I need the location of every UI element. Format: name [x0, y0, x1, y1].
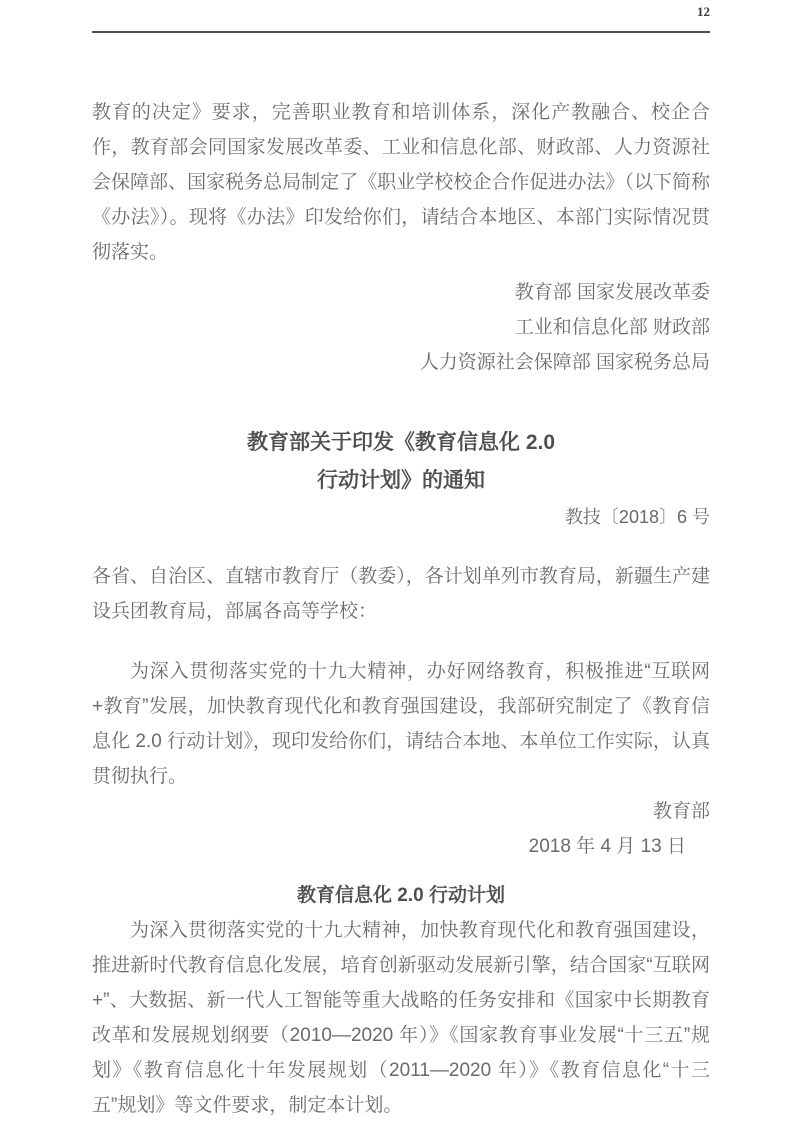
signature-date: 2018 年 4 月 13 日 [528, 836, 686, 857]
header-rule [92, 31, 710, 33]
signer: 教育部 [652, 801, 710, 822]
notice-title-line2: 行动计划》的通知 [317, 469, 485, 492]
document-number: 教技〔2018〕6 号 [564, 507, 710, 527]
previous-doc-closing-paragraph: 教育的决定》要求，完善职业教育和培训体系，深化产教融合、校企合作，教育部会同国家发展改革委、工业和信息化部、财政部、人力资源社会保障部、国家税务总局制定了《职业学校校企合作促进办法》（以下简称《办法》）。现将《办法》印发给你们，请结合本地区、本部门实际情况贯彻落实。 [92, 102, 710, 263]
attachment-intro-paragraph: 为深入贯彻落实党的十九大精神，加快教育现代化和教育强国建设，推进新时代教育信息化发展，培育创新驱动发展新引擎，结合国家“互联网+”、大数据、新一代人工智能等重大战略的任务安排和《国家中长期教育改革和发展规划纲要（2010—2020 年）》《国家教育事业发展“十三五”规划》《教育信息化十年发展规划（2011—2020 年）》《教育信息化“十三五”规划》等文件要求，制定本计划。 [92, 920, 710, 1116]
notice-title-line1: 教育部关于印发《教育信息化 2.0 [246, 431, 556, 454]
page-number: 12 [697, 4, 710, 19]
signature-line: 工业和信息化部 财政部 [514, 317, 710, 338]
notice-body-paragraph: 为深入贯彻落实党的十九大精神，办好网络教育，积极推进“互联网+教育”发展，加快教育现代化和教育强国建设，我部研究制定了《教育信息化 2.0 行动计划》，现印发给你们，请结合本地、本单位工作实际，认真贯彻执行。 [92, 661, 710, 787]
signature-line: 人力资源社会保障部 国家税务总局 [419, 352, 710, 373]
previous-doc-signatures [92, 275, 710, 380]
attachment-title: 教育信息化 2.0 行动计划 [297, 885, 505, 906]
notice-title [92, 424, 710, 500]
signature-line: 教育部 国家发展改革委 [514, 282, 710, 303]
salutation: 各省、自治区、直辖市教育厅（教委），各计划单列市教育局，新疆生产建设兵团教育局，部属各高等学校： [92, 566, 710, 622]
